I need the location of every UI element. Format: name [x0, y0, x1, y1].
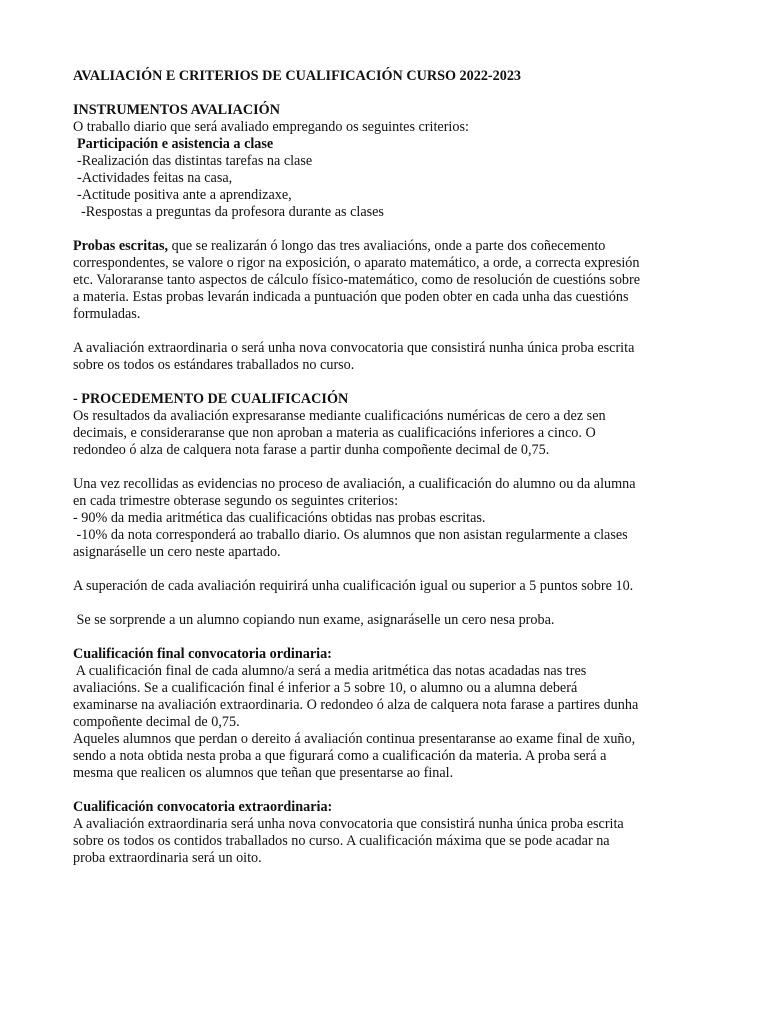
spacer: [73, 782, 698, 799]
extraordinaria-line: sobre os todos os contidos traballados no curso. A cualificación máxima que se pode acadar na: [73, 833, 610, 849]
spacer: [73, 459, 698, 476]
spacer: [73, 374, 698, 391]
extraordinaria-line: proba extraordinaria será un oito.: [73, 850, 262, 866]
criterio-item: -Respostas a preguntas da profesora durante as clases: [81, 204, 384, 220]
final-ordinaria-heading: Cualificación final convocatoria ordinaria:: [73, 646, 332, 662]
probas-line: correspondentes, se valore o rigor na exposición, o aparato matemático, a orde, a correcta expresión: [73, 255, 640, 271]
criterio-item: -Realización das distintas tarefas na clase: [77, 153, 313, 169]
spacer: [73, 85, 698, 102]
spacer: [73, 221, 698, 238]
probas-label: Probas escritas,: [73, 238, 169, 254]
instrumentos-heading: INSTRUMENTOS AVALIACIÓN: [73, 102, 280, 118]
extraordinaria-heading: Cualificación convocatoria extraordinaria:: [73, 799, 333, 815]
probas-line: a materia. Estas probas levarán indicada a puntuación que poden obter en cada unha das cuestións: [73, 289, 629, 305]
final-ordinaria-line: sendo a nota obtida nesta proba a que figurará como a cualificación da materia. A proba será a: [73, 748, 607, 764]
criterio-item: -Actividades feitas na casa,: [77, 170, 233, 186]
evidencias-line: -10% da nota corresponderá ao traballo diario. Os alumnos que non asistan regularmente a clases: [73, 527, 628, 543]
final-ordinaria-line: avaliacións. Se a cualificación final é inferior a 5 sobre 10, o alumno ou a alumna deberá: [73, 680, 578, 696]
criterio-item: -Actitude positiva ante a aprendizaxe,: [77, 187, 292, 203]
evidencias-line: en cada trimestre obterase segundo os seguintes criterios:: [73, 493, 399, 509]
final-ordinaria-line: A cualificación final de cada alumno/a será a media aritmética das notas acadadas nas tres: [73, 663, 587, 679]
extraordinaria-intro-line: A avaliación extraordinaria o será unha nova convocatoria que consistirá nunha única proba escrita: [73, 340, 635, 356]
procedemento-line: decimais, e consideraranse que non aproban a materia as cualificacións inferiores a cinco. O: [73, 425, 596, 441]
spacer: [73, 629, 698, 646]
evidencias-line: Una vez recollidas as evidencias no proceso de avaliación, a cualificación do alumno ou da alumna: [73, 476, 636, 492]
final-ordinaria-line: compoñente decimal de 0,75.: [73, 714, 240, 730]
final-ordinaria-line: mesma que realicen os alumnos que teñan que presentarse ao final.: [73, 765, 454, 781]
procedemento-line: redondeo ó alza de calquera nota farase a partir dunha compoñente decimal de 0,75.: [73, 442, 550, 458]
spacer: [73, 595, 698, 612]
final-ordinaria-line: Aqueles alumnos que perdan o dereito á avaliación continua presentaranse ao exame final de xuño,: [73, 731, 636, 747]
final-ordinaria-line: examinarse na avaliación extraordinaria. O redondeo ó alza de calquera nota farase a partires dunha: [73, 697, 639, 713]
extraordinaria-line: A avaliación extraordinaria será unha nova convocatoria que consistirá nunha única proba escrita: [73, 816, 624, 832]
spacer: [73, 561, 698, 578]
instrumentos-intro: O traballo diario que será avaliado empregando os seguintes criterios:: [73, 119, 469, 135]
probas-line: [73, 238, 698, 255]
copia-text: Se se sorprende a un alumno copiando nun exame, asignaráselle un cero nesa proba.: [73, 612, 555, 628]
document-page: [73, 68, 698, 867]
spacer: [73, 323, 698, 340]
probas-line: etc. Valoraranse tanto aspectos de cálculo físico-matemático, como de resolución de cuestións sobre: [73, 272, 641, 288]
extraordinaria-intro-line: sobre os todos os estándares traballados no curso.: [73, 357, 355, 373]
probas-text: que se realizarán ó longo das tres avaliacións, onde a parte dos coñecemento: [168, 238, 606, 254]
superacion-text: A superación de cada avaliación requirirá unha cualificación igual ou superior a 5 puntos sobre 10.: [73, 578, 634, 594]
procedemento-heading: - PROCEDEMENTO DE CUALIFICACIÓN: [73, 391, 349, 407]
document-title: AVALIACIÓN E CRITERIOS DE CUALIFICACIÓN CURSO 2022-2023: [73, 68, 522, 84]
probas-line: formuladas.: [73, 306, 141, 322]
evidencias-line: asignaráselle un cero neste apartado.: [73, 544, 281, 560]
evidencias-line: - 90% da media aritmética das cualificacións obtidas nas probas escritas.: [73, 510, 486, 526]
participacion-subheading: Participación e asistencia a clase: [77, 136, 274, 152]
procedemento-line: Os resultados da avaliación expresaranse mediante cualificacións numéricas de cero a dez sen: [73, 408, 606, 424]
